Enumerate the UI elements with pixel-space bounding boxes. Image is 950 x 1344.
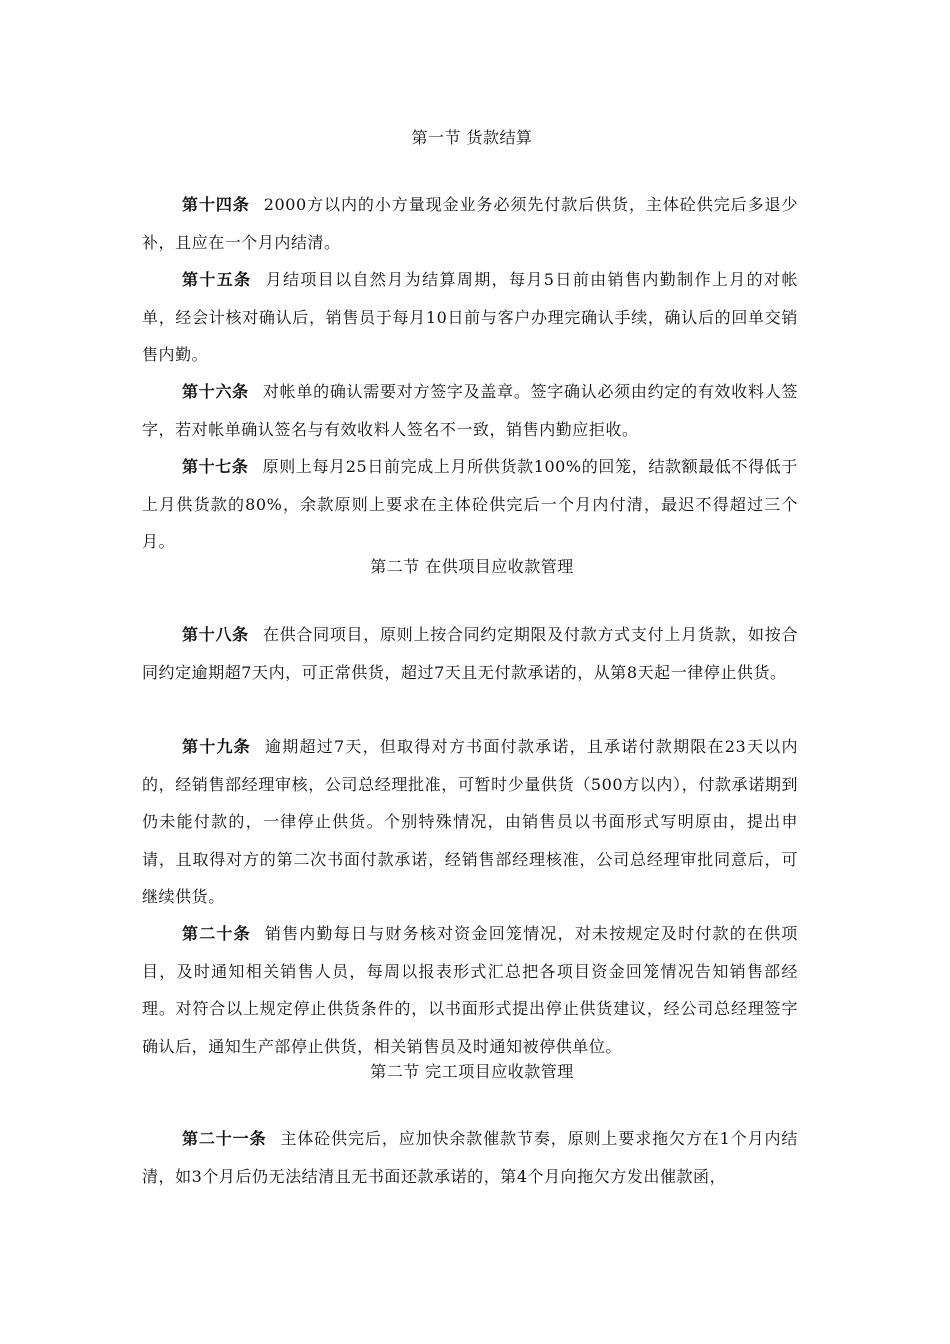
article-text: 在供合同项目，原则上按合同约定期限及付款方式支付上月货款，如按合同约定逾期超7天内，可正常供货，超过7天且无付款承诺的，从第8天起一律停止供货。	[142, 625, 799, 682]
article-number: 第十六条	[182, 382, 249, 401]
article-number: 第十五条	[182, 270, 252, 289]
article-number: 第十七条	[182, 457, 249, 476]
article-14	[142, 186, 798, 261]
article-text: 原则上每月25日前完成上月所供货款100%的回笼，结款额最低不得低于上月供货款的80%，余款原则上要求在主体砼供完后一个月内付清，最迟不得超过三个月。	[142, 457, 798, 551]
article-21	[142, 1120, 798, 1195]
article-number: 第十八条	[182, 625, 249, 644]
article-18	[142, 616, 798, 691]
article-text: 2000方以内的小方量现金业务必须先付款后供货，主体砼供完后多退少补，且应在一个月内结清。	[142, 195, 799, 252]
article-15	[142, 261, 798, 374]
article-number: 第二十条	[182, 924, 251, 943]
article-text: 对帐单的确认需要对方签字及盖章。签字确认必须由约定的有效收料人签字，若对帐单确认签名与有效收料人签名不一致，销售内勤应拒收。	[142, 382, 799, 439]
article-text: 逾期超过7天，但取得对方书面付款承诺，且承诺付款期限在23天以内的，经销售部经理审核，公司总经理批准，可暂时少量供货（500方以内），付款承诺期到仍未能付款的，一律停止供货。个别特殊情况，由销售员以书面形式写明原由，提出申请，且取得对方的第二次书面付款承诺，经销售部经理核准，公司总经理审批同意后，可继续供货。	[142, 737, 798, 906]
section-heading-2: 第二节 在供项目应收款管理	[370, 557, 574, 576]
article-16	[142, 373, 798, 448]
article-19	[142, 728, 798, 916]
article-17	[142, 448, 798, 561]
article-number: 第十四条	[182, 195, 250, 214]
article-text: 月结项目以自然月为结算周期，每月5日前由销售内勤制作上月的对帐单，经会计核对确认后，销售员于每月10日前与客户办理完确认手续，确认后的回单交销售内勤。	[142, 270, 798, 364]
article-text: 主体砼供完后，应加快余款催款节奏，原则上要求拖欠方在1个月内结清，如3个月后仍无法结清且无书面还款承诺的，第4个月向拖欠方发出催款函，	[142, 1129, 798, 1186]
section-heading-1: 第一节 货款结算	[411, 128, 533, 147]
article-number: 第二十一条	[182, 1129, 267, 1148]
article-text: 销售内勤每日与财务核对资金回笼情况，对未按规定及时付款的在供项目，及时通知相关销售人员，每周以报表形式汇总把各项目资金回笼情况告知销售部经理。对符合以上规定停止供货条件的，以书面形式提出停止供货建议，经公司总经理签字确认后，通知生产部停止供货，相关销售员及时通知被停供单位。	[142, 924, 798, 1056]
article-number: 第十九条	[182, 737, 251, 756]
section-heading-3: 第二节 完工项目应收款管理	[370, 1062, 574, 1081]
article-20	[142, 915, 798, 1065]
